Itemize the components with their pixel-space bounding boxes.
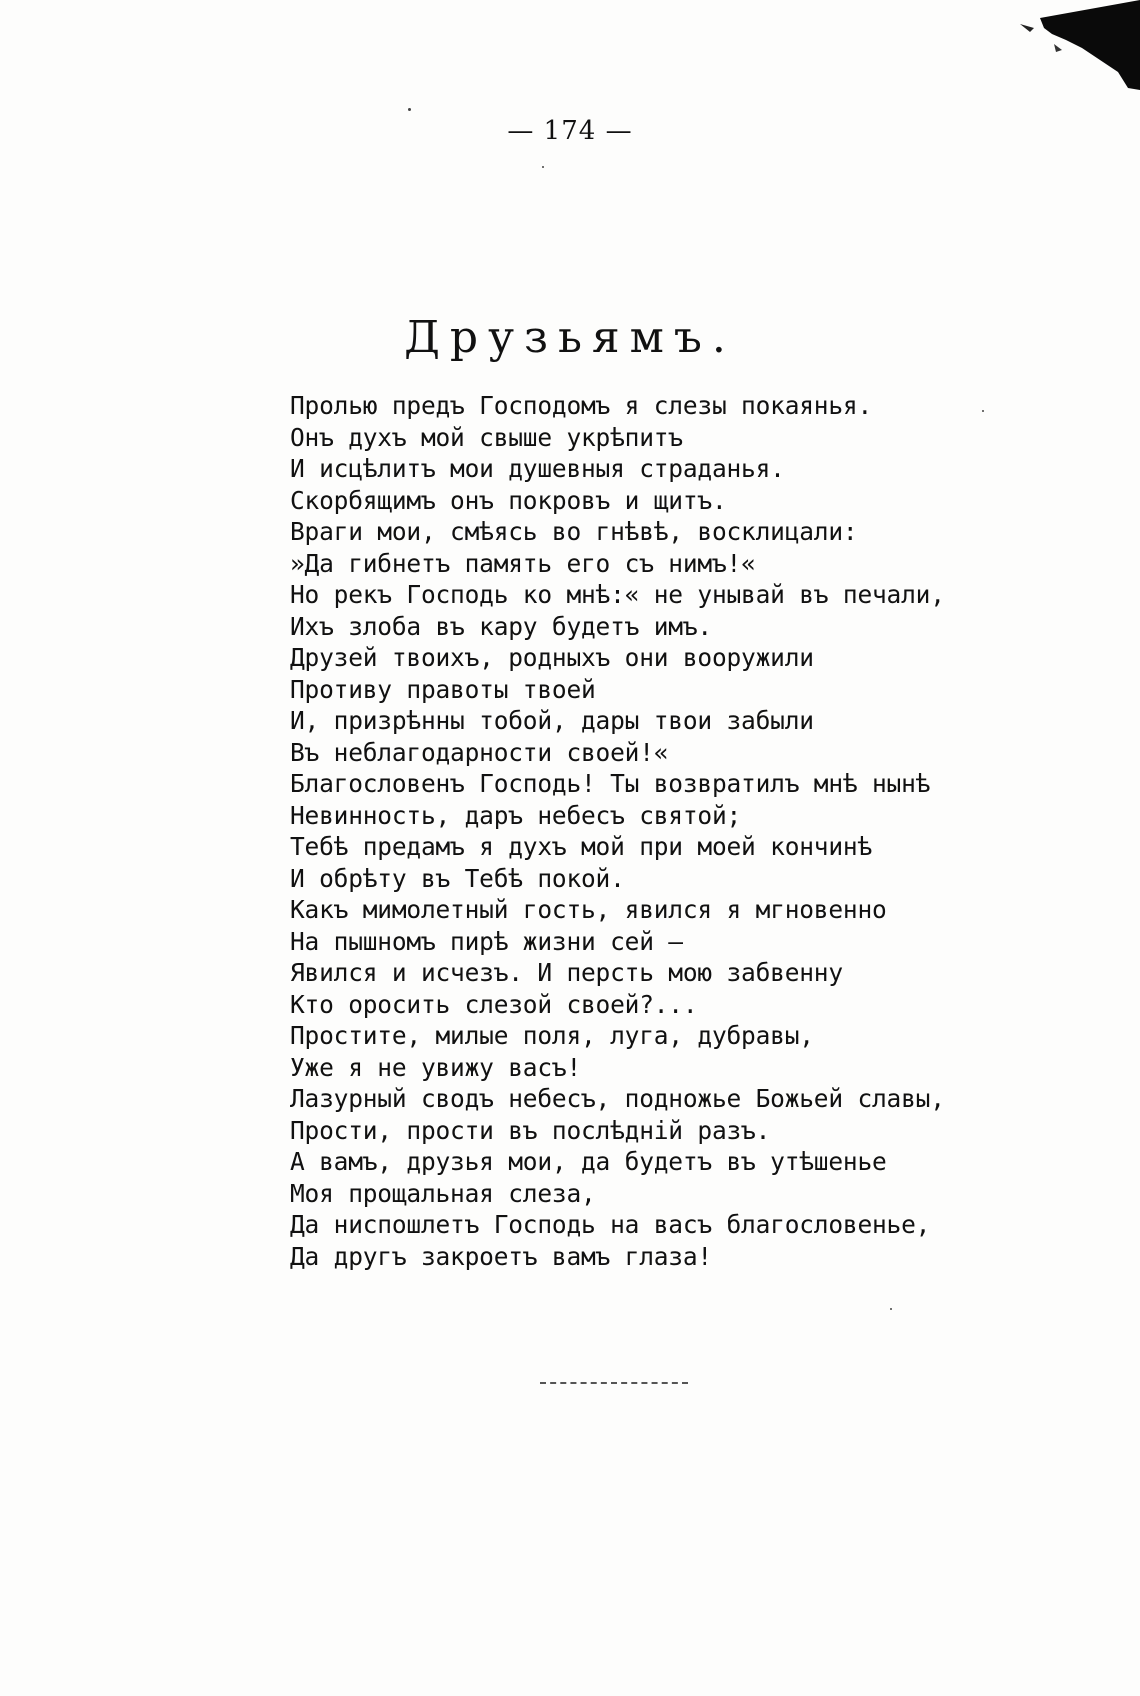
poem-line: Да ниспошлетъ Господь на васъ благословенье, (290, 1210, 931, 1239)
poem-line: Уже я не увижу васъ! (290, 1052, 582, 1082)
poem-line: Противу правоты твоей (290, 674, 596, 704)
poem-line: А вамъ, друзья мои, да будетъ въ утѣшенье (290, 1147, 887, 1176)
ink-speck (408, 108, 411, 111)
poem-line: Въ неблагодарности своей!« (290, 737, 669, 767)
poem-line: Моя прощальная слеза, (290, 1178, 596, 1208)
poem-line: Враги мои, смѣясь во гнѣвѣ, восклицали: (290, 517, 858, 546)
poem-line: Онъ духъ мой свыше укрѣпитъ (290, 422, 683, 452)
page-number: — 174 — (507, 116, 633, 146)
poem-line: И обрѣту въ Тебѣ покой. (290, 863, 625, 893)
poem-line: Простите, милые поля, луга, дубравы, (290, 1021, 814, 1050)
poem-line: Пролью предъ Господомъ я слезы покаянья. (290, 391, 873, 420)
poem-line: Какъ мимолетный гость, явился я мгновенно (290, 895, 887, 924)
poem-line: Кто оросить слезой своей?... (290, 989, 698, 1019)
poem-line: Тебѣ предамъ я духъ мой при моей кончинѣ (290, 832, 873, 861)
poem-line: Явился и исчезъ. И персть мою забвенну (290, 958, 843, 987)
poem-text (290, 390, 1010, 1272)
poem-line: И, призрѣнны тобой, дары твои забыли (290, 706, 814, 735)
poem-line: Но рекъ Господь ко мнѣ:« не унывай въ печали, (290, 580, 945, 609)
ink-speck (890, 1308, 892, 1310)
poem-line: Лазурный сводъ небесъ, подножье Божьей славы, (290, 1084, 945, 1113)
ink-speck (982, 410, 984, 412)
poem-line: Ихъ злоба въ кару будетъ имъ. (290, 611, 712, 641)
poem-line: Невинность, даръ небесъ святой; (290, 800, 742, 830)
end-divider (540, 1382, 688, 1384)
poem-line: На пышномъ пирѣ жизни сей — (290, 926, 683, 956)
poem-line: Да другъ закроетъ вамъ глаза! (290, 1241, 712, 1271)
poem-line: Друзей твоихъ, родныхъ они вооружили (290, 643, 814, 672)
scan-edge-mark (1000, 0, 1140, 90)
poem-line: Благословенъ Господь! Ты возвратилъ мнѣ нынѣ (290, 769, 931, 798)
poem-line: »Да гибнетъ память его съ нимъ!« (290, 548, 756, 578)
poem-line: И исцѣлитъ мои душевныя страданья. (290, 454, 785, 483)
poem-line: Скорбящимъ онъ покровъ и щитъ. (290, 485, 727, 515)
poem-title: Друзьямъ. (404, 312, 736, 363)
poem-line: Прости, прости въ послѣднiй разъ. (290, 1115, 771, 1145)
ink-speck (542, 166, 544, 168)
